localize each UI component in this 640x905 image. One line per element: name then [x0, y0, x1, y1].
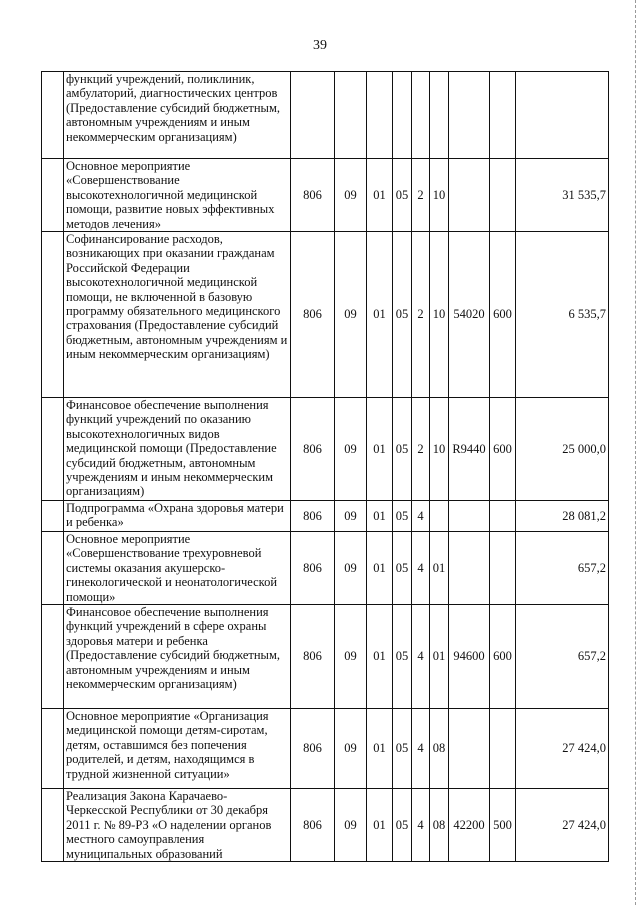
activity-code: 08: [430, 709, 449, 789]
activity-code: 01: [430, 605, 449, 709]
program-code: [393, 72, 412, 159]
subprogram-code: 2: [412, 398, 430, 501]
table-row: [42, 501, 609, 532]
section-code: 09: [335, 532, 367, 605]
section-code: 09: [335, 605, 367, 709]
expense-type-code: [490, 709, 516, 789]
row-marker-cell: [42, 605, 64, 709]
row-description: Подпрограмма «Охрана здоровья матери и ребенка»: [64, 501, 291, 532]
program-code: 05: [393, 501, 412, 532]
amount-value: 6 535,7: [516, 232, 609, 398]
program-code: 05: [393, 605, 412, 709]
row-description: Софинансирование расходов, возникающих при оказании гражданам Российской Федерации высокотехнологичной медицинской помощи, не включенной в базовую программу обязательного медицинского страхования (Предоставление субсидий бюджетным, автономным учреждениям и иным некоммерческим организациям): [64, 232, 291, 398]
direction-code: [449, 501, 490, 532]
activity-code: 10: [430, 159, 449, 232]
row-marker-cell: [42, 532, 64, 605]
ministry-code: 806: [291, 709, 335, 789]
table-row: [42, 532, 609, 605]
subsection-code: 01: [367, 789, 393, 862]
ministry-code: 806: [291, 789, 335, 862]
row-description: Финансовое обеспечение выполнения функций учреждений по оказанию высокотехнологичных видов медицинской помощи (Предоставление субсидий бюджетным, автономным учреждениям и иным некоммерческим организациям): [64, 398, 291, 501]
direction-code: [449, 72, 490, 159]
direction-code: R9440: [449, 398, 490, 501]
ministry-code: 806: [291, 159, 335, 232]
row-description: Реализация Закона Карачаево-Черкесской Республики от 30 декабря 2011 г. № 89-РЗ «О наделении органов местного самоуправления муниципальных образований: [64, 789, 291, 862]
table-row: [42, 72, 609, 159]
ministry-code: 806: [291, 501, 335, 532]
ministry-code: 806: [291, 398, 335, 501]
row-marker-cell: [42, 398, 64, 501]
subsection-code: 01: [367, 159, 393, 232]
subprogram-code: 4: [412, 789, 430, 862]
ministry-code: 806: [291, 605, 335, 709]
section-code: 09: [335, 398, 367, 501]
subsection-code: 01: [367, 501, 393, 532]
expense-type-code: [490, 72, 516, 159]
row-marker-cell: [42, 789, 64, 862]
amount-value: 657,2: [516, 605, 609, 709]
page-edge-divider: [634, 0, 636, 905]
section-code: 09: [335, 159, 367, 232]
row-description: Основное мероприятие «Совершенствование трехуровневой системы оказания акушерско-гинекологической и неонатологической помощи»: [64, 532, 291, 605]
section-code: 09: [335, 709, 367, 789]
activity-code: 10: [430, 232, 449, 398]
program-code: 05: [393, 159, 412, 232]
direction-code: 42200: [449, 789, 490, 862]
subsection-code: 01: [367, 605, 393, 709]
subsection-code: 01: [367, 232, 393, 398]
expense-type-code: [490, 501, 516, 532]
row-description: функций учреждений, поликлиник, амбулаторий, диагностических центров (Предоставление субсидий бюджетным, автономным учреждениям и иным некоммерческим организациям): [64, 72, 291, 159]
amount-value: 657,2: [516, 532, 609, 605]
direction-code: [449, 709, 490, 789]
expense-type-code: [490, 532, 516, 605]
subsection-code: 01: [367, 398, 393, 501]
table-row: [42, 709, 609, 789]
expense-type-code: 500: [490, 789, 516, 862]
page-number: 39: [313, 38, 327, 53]
ministry-code: 806: [291, 532, 335, 605]
subprogram-code: 2: [412, 232, 430, 398]
row-marker-cell: [42, 501, 64, 532]
amount-value: 25 000,0: [516, 398, 609, 501]
direction-code: [449, 532, 490, 605]
expense-type-code: 600: [490, 605, 516, 709]
row-marker-cell: [42, 72, 64, 159]
activity-code: 08: [430, 789, 449, 862]
table-row: [42, 789, 609, 862]
section-code: 09: [335, 232, 367, 398]
amount-value: 27 424,0: [516, 789, 609, 862]
program-code: 05: [393, 398, 412, 501]
subprogram-code: 4: [412, 532, 430, 605]
subsection-code: [367, 72, 393, 159]
program-code: 05: [393, 709, 412, 789]
subsection-code: 01: [367, 532, 393, 605]
row-marker-cell: [42, 159, 64, 232]
amount-value: 31 535,7: [516, 159, 609, 232]
table-row: [42, 159, 609, 232]
table-row: [42, 605, 609, 709]
row-marker-cell: [42, 709, 64, 789]
budget-table: [41, 71, 609, 862]
amount-value: 27 424,0: [516, 709, 609, 789]
row-description: Основное мероприятие «Совершенствование высокотехнологичной медицинской помощи, развитие новых эффективных методов лечения»: [64, 159, 291, 232]
ministry-code: [291, 72, 335, 159]
activity-code: [430, 72, 449, 159]
section-code: 09: [335, 789, 367, 862]
expense-type-code: 600: [490, 232, 516, 398]
activity-code: [430, 501, 449, 532]
subprogram-code: 4: [412, 501, 430, 532]
table-row: [42, 232, 609, 398]
subprogram-code: 4: [412, 605, 430, 709]
program-code: 05: [393, 532, 412, 605]
subprogram-code: 2: [412, 159, 430, 232]
expense-type-code: 600: [490, 398, 516, 501]
expense-type-code: [490, 159, 516, 232]
section-code: [335, 72, 367, 159]
program-code: 05: [393, 789, 412, 862]
subprogram-code: 4: [412, 709, 430, 789]
amount-value: [516, 72, 609, 159]
subprogram-code: [412, 72, 430, 159]
row-marker-cell: [42, 232, 64, 398]
table-row: [42, 398, 609, 501]
direction-code: 54020: [449, 232, 490, 398]
section-code: 09: [335, 501, 367, 532]
subsection-code: 01: [367, 709, 393, 789]
program-code: 05: [393, 232, 412, 398]
activity-code: 10: [430, 398, 449, 501]
amount-value: 28 081,2: [516, 501, 609, 532]
direction-code: 94600: [449, 605, 490, 709]
activity-code: 01: [430, 532, 449, 605]
direction-code: [449, 159, 490, 232]
row-description: Финансовое обеспечение выполнения функций учреждений в сфере охраны здоровья матери и ребенка (Предоставление субсидий бюджетным, автономным учреждениям и иным некоммерческим организациям): [64, 605, 291, 709]
ministry-code: 806: [291, 232, 335, 398]
row-description: Основное мероприятие «Организация медицинской помощи детям-сиротам, детям, оставшимся без попечения родителей, и детям, находящимся в трудной жизненной ситуации»: [64, 709, 291, 789]
